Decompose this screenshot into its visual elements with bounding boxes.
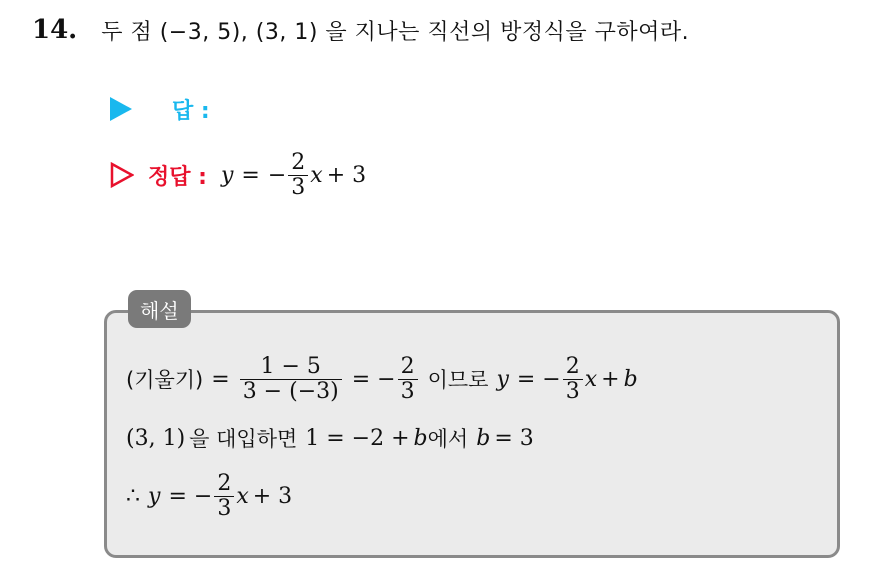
question-line <box>32 12 689 48</box>
equals-minus: = − <box>516 366 561 392</box>
variable-b: b <box>476 425 491 451</box>
variable-x: x <box>310 162 323 188</box>
fraction-numerator: 2 <box>217 471 232 497</box>
solution-line-substitute <box>126 420 534 456</box>
slope-fraction <box>288 151 308 198</box>
from-text: 에서 <box>427 427 469 451</box>
equation-constant: + 3 <box>252 483 293 509</box>
correct-answer-label: 정답 : <box>148 164 207 190</box>
equals-sign: = <box>211 366 230 392</box>
equation-constant: + 3 <box>326 162 367 188</box>
fraction-denominator: 3 <box>288 175 308 199</box>
slope-label: (기울기) <box>126 368 204 392</box>
point-coordinates: (3, 1) <box>126 425 186 451</box>
fraction-denominator: 3 <box>214 496 234 520</box>
correct-answer-row <box>110 140 366 210</box>
slope-value-fraction <box>214 472 234 519</box>
fraction-denominator: 3 − (−3) <box>240 379 342 403</box>
fraction-numerator: 1 − 5 <box>260 354 321 380</box>
question-text: 두 점 (−3, 5), (3, 1) 을 지나는 직선의 방정식을 구하여라. <box>101 19 690 45</box>
plus-sign: + <box>601 366 620 392</box>
fraction-numerator: 2 <box>291 150 306 176</box>
fraction-numerator: 2 <box>565 354 580 380</box>
solution-line-slope <box>126 344 638 414</box>
variable-y: y <box>496 366 509 392</box>
variable-b: b <box>413 425 428 451</box>
correct-answer-equation <box>221 151 366 198</box>
answer-row <box>110 92 210 126</box>
substitute-equation: 1 = −2 + <box>305 425 410 451</box>
fraction-denominator: 3 <box>398 379 418 403</box>
b-result: = 3 <box>494 425 534 451</box>
slope-value-fraction <box>563 355 583 402</box>
equals-sign: = <box>241 162 260 188</box>
variable-y: y <box>148 483 161 509</box>
equals-minus: = − <box>351 366 396 392</box>
play-triangle-icon <box>110 97 132 121</box>
solution-tag: 해설 <box>128 290 191 328</box>
variable-x: x <box>236 483 249 509</box>
therefore-symbol: ∴ <box>126 483 140 509</box>
substitute-text: 을 대입하면 <box>189 427 298 451</box>
solution-line-conclusion <box>126 462 292 530</box>
question-number: 14. <box>32 15 78 45</box>
variable-x: x <box>584 366 598 392</box>
connector-text: 이므로 <box>427 368 489 392</box>
slope-value-fraction <box>398 355 418 402</box>
answer-label: 답 : <box>172 98 210 124</box>
minus-sign: − <box>267 162 287 188</box>
fraction-denominator: 3 <box>563 379 583 403</box>
fraction-numerator: 2 <box>400 354 415 380</box>
slope-calc-fraction <box>240 355 342 402</box>
outline-triangle-icon <box>110 162 134 188</box>
equation-lhs: y <box>220 162 234 188</box>
equals-minus: = − <box>168 483 213 509</box>
variable-b: b <box>623 366 638 392</box>
